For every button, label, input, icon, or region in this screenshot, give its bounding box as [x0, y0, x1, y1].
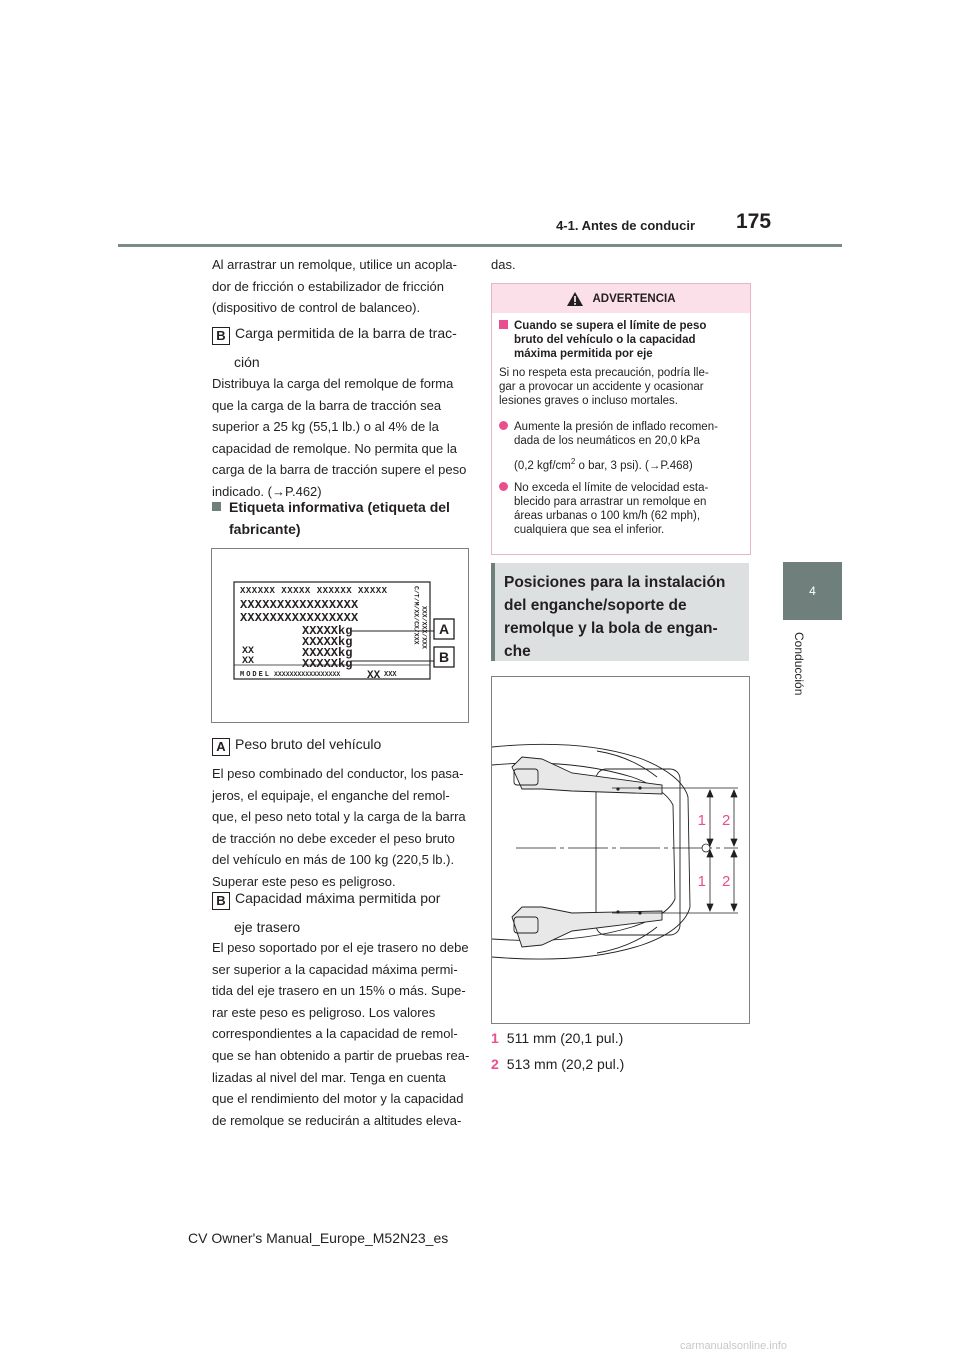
text-line: de tracción no debe exceder el peso bruto — [212, 830, 455, 846]
dim-label-2: 2 — [722, 873, 731, 890]
text-line: El peso combinado del conductor, los pasa- — [212, 766, 464, 781]
label-model-value: XXXXXXXXXXXXXXXXX — [274, 671, 341, 678]
subsection-b-tongue-load — [212, 322, 457, 373]
bolt — [638, 911, 641, 914]
dim-label-2: 2 — [722, 812, 731, 829]
legend-item — [491, 1051, 624, 1077]
text-line: de remolque se reducirán a altitudes eleva- — [212, 1112, 462, 1128]
letter-badge-a: A — [212, 738, 230, 756]
text-line: dor de fricción o estabilizador de fricción — [212, 278, 444, 294]
text-line: gar a provocar un accidente y ocasionar — [499, 381, 704, 393]
subsection-title: Carga permitida de la barra de trac- — [235, 325, 457, 341]
label-model-tail: XXX — [384, 671, 397, 679]
text-line: que, el peso neto total y la carga de la barra — [212, 809, 466, 825]
arrowhead — [731, 850, 737, 857]
label-row-1: XXXXXX XXXXX XXXXXX XXXXX — [240, 586, 388, 596]
text-fragment: (0,2 kgf/cm — [514, 459, 571, 472]
arrowhead — [731, 904, 737, 911]
text-line: dada de los neumáticos en 20,0 kPa — [514, 435, 701, 447]
section-title: 4-1. Antes de conducir — [556, 218, 695, 233]
legend-number: 2 — [491, 1056, 499, 1072]
label-figure — [211, 548, 469, 723]
text-line: No exceda el límite de velocidad esta- — [514, 482, 709, 494]
label-side-col-1: C/T/M/XX/CX/XXX — [412, 586, 420, 645]
superscript: 2 — [570, 457, 576, 466]
watermark: carmanualsonline.info — [680, 1340, 788, 1352]
dim-label-1: 1 — [697, 873, 706, 890]
text-line: Al arrastrar un remolque, utilice un acopla- — [212, 257, 457, 272]
footer-manual-id: CV Owner's Manual_Europe_M52N23_es — [188, 1230, 449, 1246]
pink-dot-bullet-icon — [499, 482, 508, 491]
legend-number: 1 — [491, 1030, 499, 1046]
axle-capacity-paragraph — [212, 937, 469, 1131]
section-title-box — [491, 563, 749, 661]
warning-paragraph — [499, 366, 745, 408]
label-kg-row: XXXXXkg — [302, 624, 353, 638]
warning-bullet-2 — [499, 481, 745, 537]
label-kg-row: XXXXXkg — [302, 657, 353, 671]
callout-letter-b: B — [438, 649, 450, 665]
bolt — [616, 910, 619, 913]
text-line: áreas urbanas o 100 km/h (62 mph), — [514, 510, 701, 522]
dim-label-1: 1 — [697, 812, 706, 829]
arrowhead — [707, 790, 713, 797]
label-row-2: XXXXXXXXXXXXXXXX — [240, 598, 359, 612]
heading-line: Posiciones para la instalación — [504, 574, 726, 591]
text-line: Superar este peso es peligroso. — [212, 873, 396, 889]
text-line: carga de la barra de tracción supere el peso — [212, 462, 467, 478]
chapter-tab[interactable] — [783, 562, 842, 620]
text-line: capacidad de remolque. No permita que la — [212, 440, 457, 456]
heading-line: del enganche/soporte de — [504, 597, 687, 614]
label-model-label: MODEL — [240, 671, 272, 679]
text-line: cualquiera que sea el inferior. — [514, 524, 665, 536]
text-line: (dispositivo de control de balanceo). — [212, 300, 421, 316]
arrowhead — [731, 839, 737, 846]
header-rule — [118, 244, 842, 247]
page-number: 175 — [736, 210, 772, 233]
gross-weight-paragraph — [212, 763, 466, 893]
trunk-panel — [596, 769, 680, 935]
subsection-a-gross-weight — [212, 733, 381, 756]
text-line — [499, 455, 745, 473]
tow-ball-icon — [702, 844, 710, 852]
label-kg-row: XXXXXkg — [302, 635, 353, 649]
text-line: que el rendimiento del motor y la capacidad — [212, 1091, 464, 1107]
text-line: lizadas al nivel del mar. Tenga en cuenta — [212, 1069, 446, 1085]
text-line: tida del eje trasero en un 15% o más. Supe- — [212, 983, 466, 999]
warning-box — [491, 283, 751, 555]
dimension-legend — [491, 1025, 624, 1077]
text-line: que la carga de la barra de tracción sea — [212, 397, 442, 413]
heading-text: Etiqueta informativa (etiqueta del — [229, 499, 450, 515]
text-line: jeros, el equipaje, el enganche del remol- — [212, 787, 450, 803]
text-fragment: o bar, 3 psi). (→P.468) — [575, 459, 693, 472]
heading-line: remolque y la bola de engan- — [504, 620, 718, 637]
callout-letter-a: A — [438, 621, 450, 637]
intro-paragraph — [212, 254, 457, 319]
pink-dot-bullet-icon — [499, 421, 508, 430]
subsection-title: ción — [234, 354, 260, 370]
warning-heading — [499, 319, 745, 361]
arrowhead — [731, 790, 737, 797]
label-model-xx: XX — [367, 670, 381, 682]
text-line: Aumente la presión de inflado recomen- — [514, 421, 718, 433]
warning-triangle-icon — [566, 291, 584, 307]
arrowhead — [707, 904, 713, 911]
tongue-load-paragraph — [212, 373, 466, 503]
text-line: rar este peso es peligroso. Los valores — [212, 1004, 436, 1020]
continuation-text: das. — [491, 257, 516, 272]
label-heading — [212, 496, 450, 540]
label-figure-svg — [212, 549, 468, 722]
legend-item — [491, 1025, 624, 1051]
label-xx: XX — [242, 646, 255, 657]
bolt — [638, 786, 641, 789]
text-line: Distribuya la carga del remolque de forma — [212, 376, 454, 391]
text-line: Si no respeta esta precaución, podría lle- — [499, 367, 709, 379]
text-line: lesiones graves o incluso mortales. — [499, 395, 678, 407]
warning-header — [492, 284, 750, 313]
chapter-label: Conducción — [792, 632, 806, 696]
subsection-title: Peso bruto del vehículo — [235, 736, 382, 752]
subsection-b-axle-capacity — [212, 887, 440, 938]
square-bullet-icon — [212, 502, 221, 511]
vehicle-rear-underbody-svg — [492, 677, 749, 1023]
hitch-position-diagram — [491, 676, 750, 1024]
chapter-number: 4 — [809, 584, 816, 598]
label-row-3: XXXXXXXXXXXXXXXX — [240, 611, 359, 625]
legend-text: 511 mm (20,1 pul.) — [506, 1030, 624, 1046]
text-line: El peso soportado por el eje trasero no debe — [212, 940, 469, 955]
letter-badge-b: B — [212, 327, 230, 345]
text-line: ser superior a la capacidad máxima permi- — [212, 961, 458, 977]
subsection-title: Capacidad máxima permitida por — [235, 890, 441, 906]
bolt — [616, 787, 619, 790]
text-line: Cuando se supera el límite de peso — [514, 320, 707, 332]
heading-text: fabricante) — [229, 521, 301, 537]
upper-contour — [597, 751, 657, 777]
pink-square-bullet-icon — [499, 320, 508, 329]
heading-line: che — [504, 643, 531, 660]
text-line: blecido para arrastrar un remolque en — [514, 496, 707, 508]
label-side-col-2: XXX/XXX/XXX — [420, 606, 428, 649]
text-line: superior a 25 kg (55,1 lb.) o al 4% de la — [212, 419, 439, 435]
letter-badge-b: B — [212, 892, 230, 910]
text-line: máxima permitida por eje — [514, 348, 653, 360]
text-line: bruto del vehículo o la capacidad — [514, 334, 696, 346]
text-line: correspondientes a la capacidad de remol- — [212, 1026, 458, 1042]
subsection-title: eje trasero — [234, 919, 301, 935]
label-kg-row: XXXXXkg — [302, 646, 353, 660]
warning-title: ADVERTENCIA — [592, 292, 676, 305]
warning-bullet-1 — [499, 420, 745, 473]
text-line: que se han obtenido a partir de pruebas rea- — [212, 1047, 470, 1063]
text-line: del vehículo en más de 100 kg (220,5 lb.). — [212, 852, 455, 868]
label-xx: XX — [242, 656, 255, 667]
legend-text: 513 mm (20,2 pul.) — [506, 1056, 625, 1072]
section-heading — [504, 571, 744, 663]
text-line: indicado. (→P.462) — [212, 483, 322, 499]
